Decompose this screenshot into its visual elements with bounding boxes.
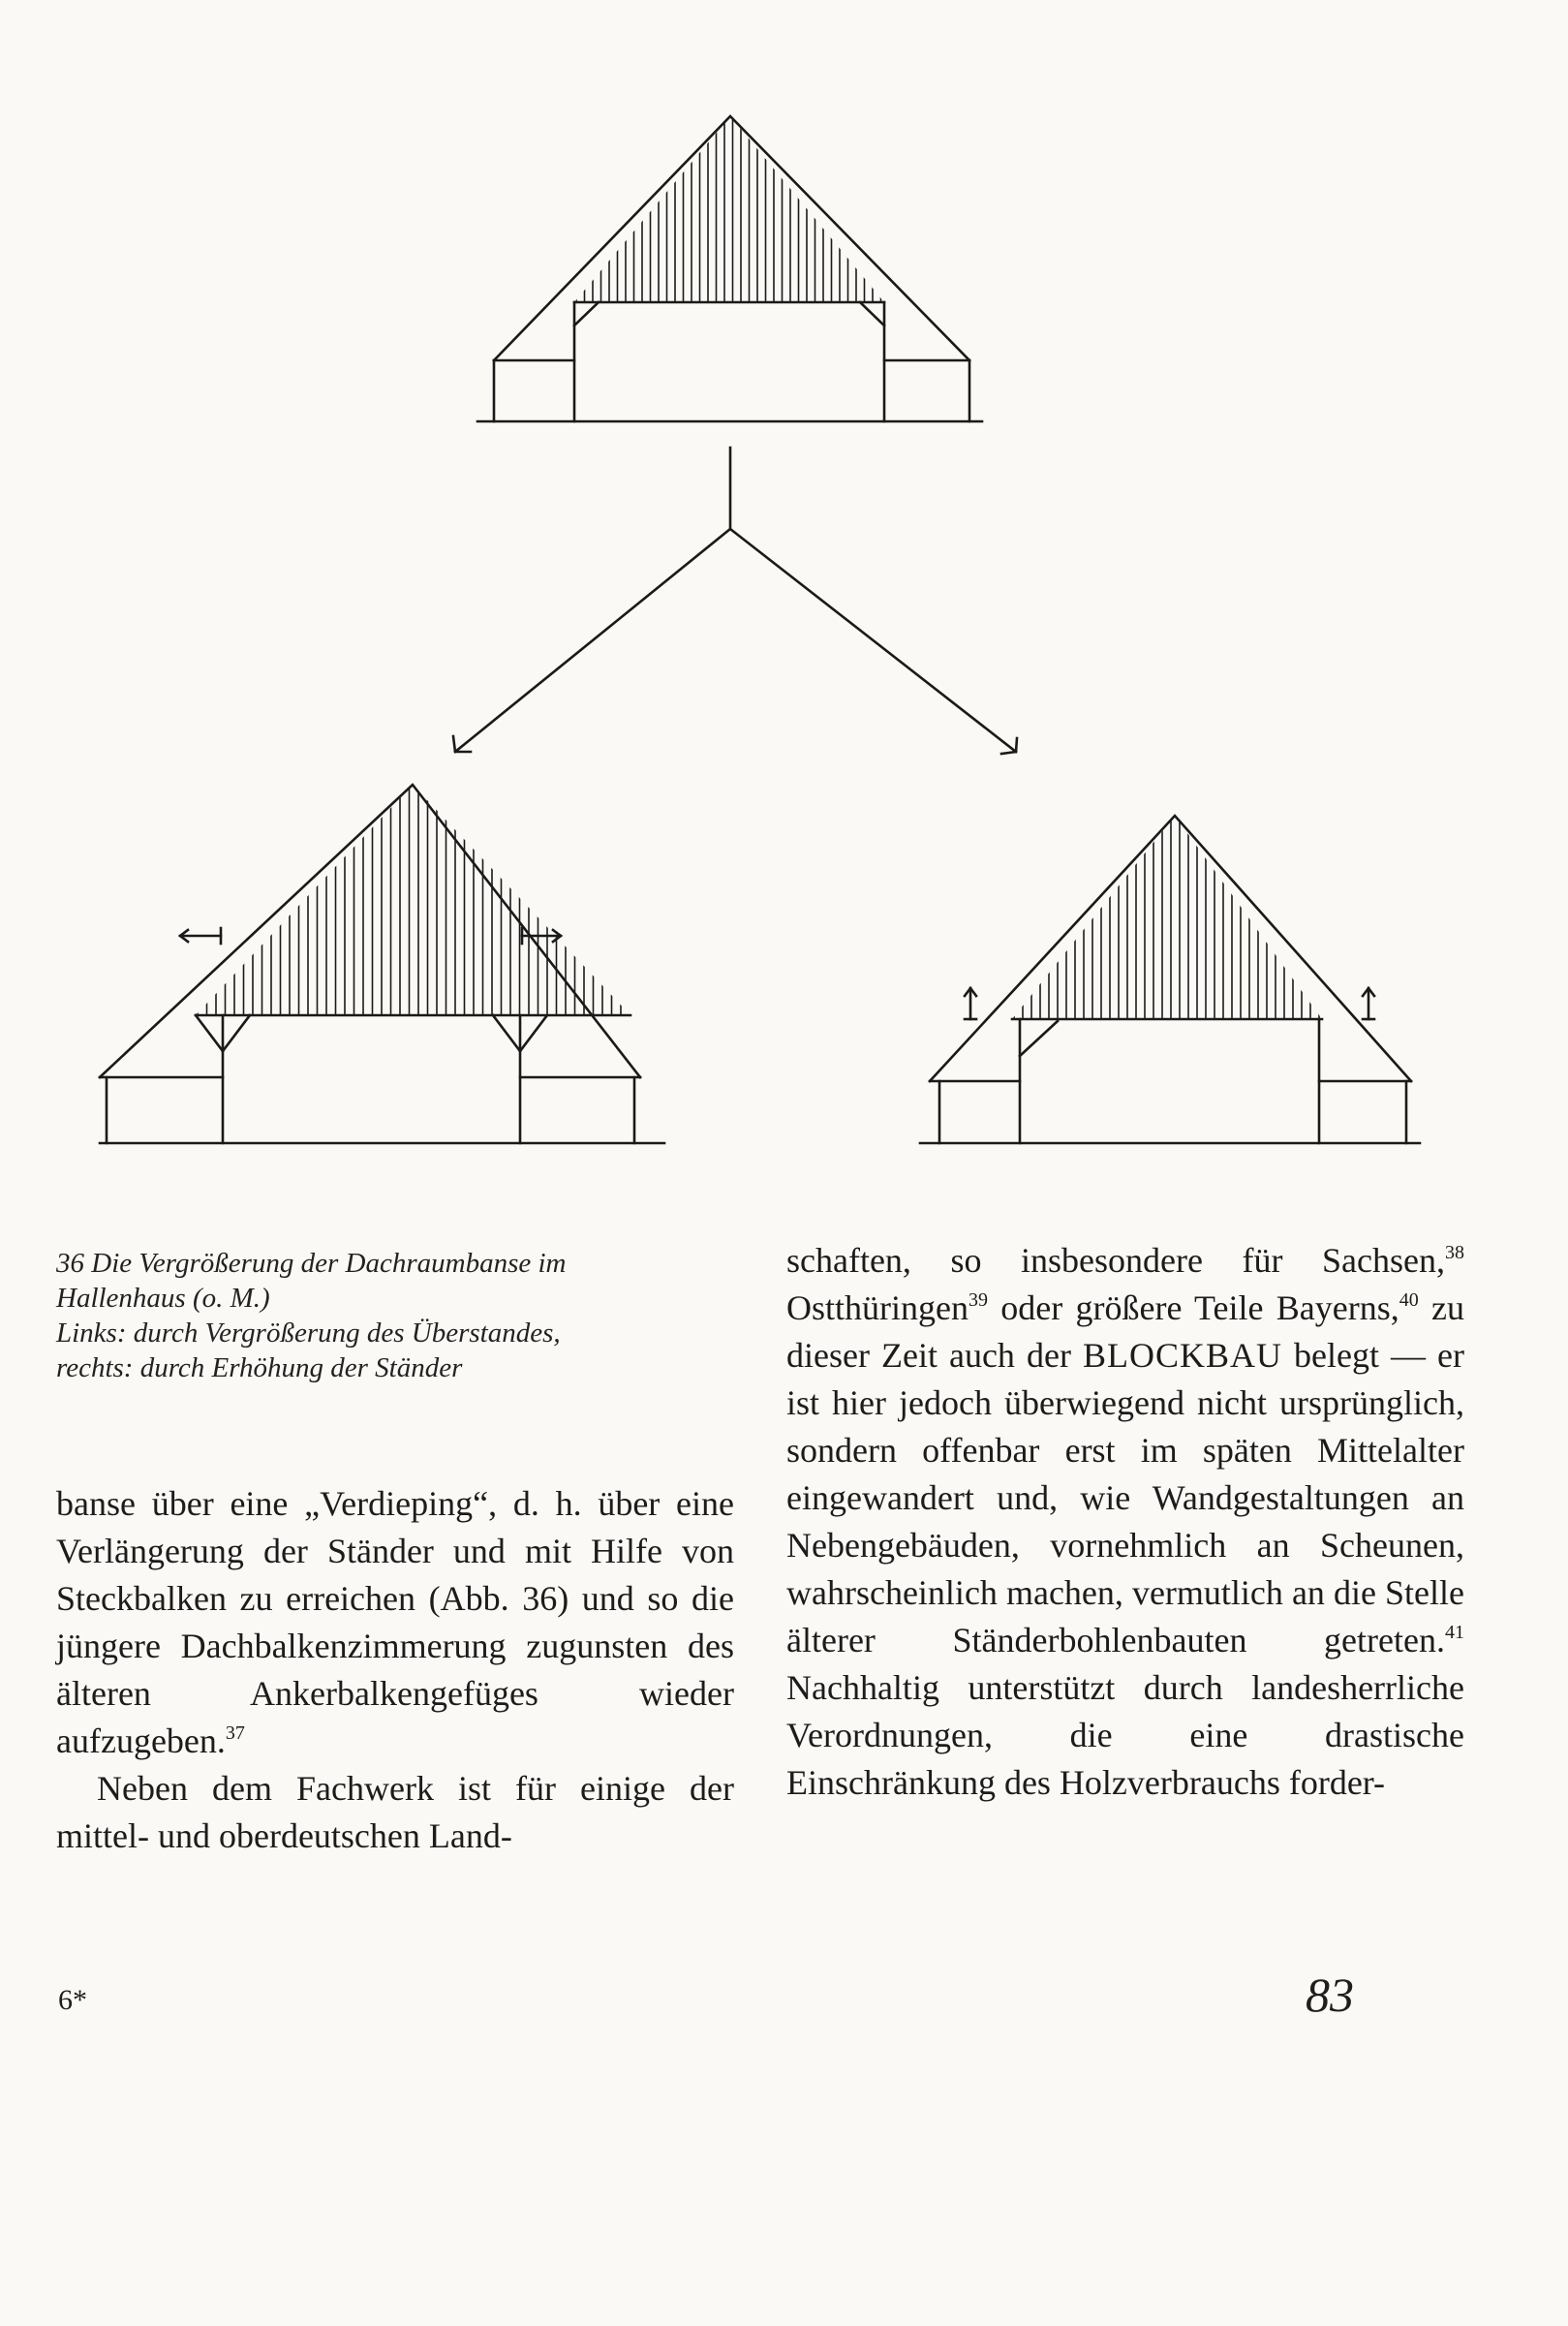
- bottom-right-roof-hatching: [1014, 812, 1319, 1019]
- top-cross-section: [477, 114, 982, 421]
- page-number: 83: [1306, 1968, 1354, 2022]
- right-text-column: [786, 1237, 1464, 1807]
- arrow-connector: [453, 448, 1017, 754]
- caption-line-2: Hallenhaus (o. M.): [56, 1283, 270, 1314]
- left-paragraph-2: Neben dem Fachwerk ist für einige der mittel- und oberdeutschen Land-: [56, 1769, 734, 1855]
- top-roof-hatching: [576, 114, 881, 302]
- blockbau-term: BLOCKBAU: [1082, 1336, 1282, 1375]
- caption-number: 36: [56, 1248, 84, 1279]
- footnote-ref-39: 39: [968, 1289, 988, 1311]
- footnote-ref-38: 38: [1445, 1242, 1464, 1263]
- footnote-ref-41: 41: [1445, 1622, 1464, 1643]
- left-paragraph-1: banse über eine „Verdieping“, d. h. über eine Verlängerung der Ständer und mit Hilfe von Steckbalken zu erreichen (Abb. 36) und so die jüngere Dachbalkenzimmerung zugunsten des älteren Ankerbalkengefüges wieder aufzugeben.$^{37}$: [56, 1484, 734, 1760]
- right-paragraph: schaften, so insbesondere für Sachsen,$^{38}$ Ostthüringen$^{39}$ oder größere Teile Bayerns,$^{40}$ zu dieser Zeit auch der BLOCKBAU belegt — er ist hier jedoch überwiegend nicht ursprünglich, sondern offenbar erst im späten Mittelalter eingewandert und, wie Wandgestaltungen an Nebengebäuden, vornehmlich an Scheunen, wahrscheinlich machen, vermutlich an die Stelle älterer Ständerbohlenbauten getreten.$^{41}$ Nachhaltig unterstützt durch landesherrliche Verordnungen, die eine drastische Einschränkung des Holzverbrauchs forder-: [786, 1241, 1465, 1802]
- bottom-right-cross-section: [920, 812, 1420, 1143]
- caption-line-4: rechts: durch Erhöhung der Ständer: [56, 1352, 463, 1383]
- bottom-left-roof-hatching: [198, 781, 621, 1015]
- bottom-left-cross-section: [100, 781, 664, 1143]
- figure-caption: [56, 1246, 734, 1385]
- footnote-ref-40: 40: [1399, 1289, 1419, 1311]
- caption-line-3: Links: durch Vergrößerung des Überstandes,: [56, 1318, 561, 1349]
- signature-mark: 6*: [58, 1984, 87, 2016]
- left-text-column: [56, 1480, 734, 1860]
- footnote-ref-37: 37: [225, 1722, 245, 1744]
- caption-line-1: 36 Die Vergrößerung der Dachraumbanse im: [56, 1248, 567, 1279]
